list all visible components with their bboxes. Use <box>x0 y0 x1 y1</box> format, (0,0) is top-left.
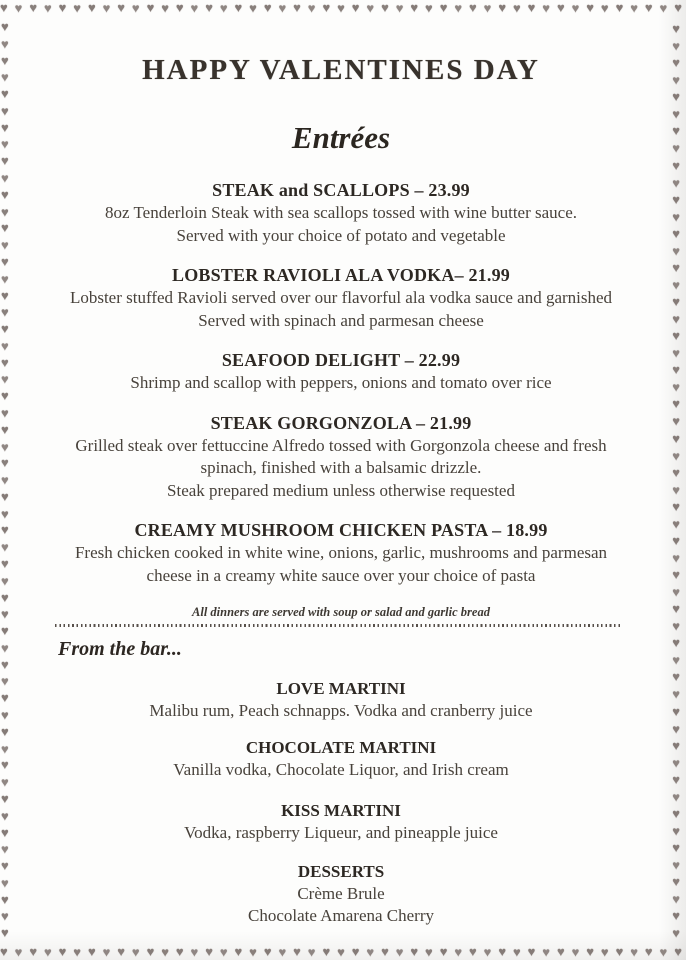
desserts-section <box>24 861 658 927</box>
menu-item-seafood-delight <box>24 349 658 395</box>
heart-icon: ♥ <box>1 220 9 236</box>
heart-icon: ♥ <box>1 808 9 824</box>
menu-item-title: LOBSTER RAVIOLI ALA VODKA– 21.99 <box>172 265 510 285</box>
menu-item-desc-line: cheese in a creamy white sauce over your choice of pasta <box>146 565 536 585</box>
heart-icon: ♥ <box>672 89 680 105</box>
heart-icon: ♥ <box>498 0 507 15</box>
heart-icon: ♥ <box>672 584 680 600</box>
heart-icon: ♥ <box>1 690 9 706</box>
heart-icon: ♥ <box>249 0 257 16</box>
heart-icon: ♥ <box>672 430 680 446</box>
heart-icon: ♥ <box>1 925 9 941</box>
dotted-divider <box>55 624 622 627</box>
heart-icon: ♥ <box>672 225 680 241</box>
heart-icon: ♥ <box>672 140 680 156</box>
heart-icon: ♥ <box>263 944 272 959</box>
heart-icon: ♥ <box>1 136 9 152</box>
heart-icon: ♥ <box>672 294 680 309</box>
heart-icon: ♥ <box>454 0 463 16</box>
menu-item-creamy-mushroom-chicken <box>24 519 658 587</box>
menu-item-desc-line: Served with spinach and parmesan cheese <box>198 310 484 330</box>
heart-icon: ♥ <box>672 311 680 327</box>
bar-item-title: KISS MARTINI <box>281 801 401 820</box>
heart-icon: ♥ <box>1 253 9 269</box>
heart-icon: ♥ <box>644 0 653 15</box>
heart-icon: ♥ <box>527 944 536 959</box>
heart-icon: ♥ <box>1 774 9 790</box>
heart-icon: ♥ <box>1 287 9 303</box>
heart-icon: ♥ <box>556 944 565 959</box>
heart-icon: ♥ <box>672 209 680 225</box>
menu-item-desc-line: Shrimp and scallop with peppers, onions and tomato over rice <box>130 373 552 392</box>
heart-icon: ♥ <box>672 157 680 173</box>
heart-icon: ♥ <box>381 944 389 959</box>
heart-icon: ♥ <box>586 0 594 15</box>
heart-icon: ♥ <box>672 755 680 771</box>
heart-icon: ♥ <box>1 388 9 404</box>
heart-icon: ♥ <box>117 944 125 959</box>
heart-icon: ♥ <box>161 944 169 960</box>
heart-icon: ♥ <box>102 944 111 960</box>
heart-icon: ♥ <box>1 673 9 689</box>
heart-icon: ♥ <box>672 721 680 737</box>
heart-icon: ♥ <box>672 805 680 821</box>
heart-icon: ♥ <box>351 0 360 15</box>
heart-icon: ♥ <box>454 944 463 960</box>
heart-icon: ♥ <box>395 944 404 960</box>
heart-icon: ♥ <box>29 944 38 959</box>
heart-icon: ♥ <box>1 841 9 857</box>
heart-icon: ♥ <box>351 944 360 959</box>
heart-icon: ♥ <box>672 669 680 685</box>
heart-icon: ♥ <box>219 0 228 16</box>
heart-icon: ♥ <box>571 0 580 16</box>
heart-icon: ♥ <box>1 52 9 68</box>
heart-icon: ♥ <box>234 944 243 959</box>
border-left-hearts <box>1 20 9 940</box>
heart-icon: ♥ <box>672 771 680 787</box>
heart-icon: ♥ <box>1 354 9 370</box>
heart-icon: ♥ <box>659 0 668 16</box>
heart-icon: ♥ <box>58 0 67 15</box>
heart-icon: ♥ <box>146 0 155 15</box>
heart-icon: ♥ <box>1 237 9 253</box>
heart-icon: ♥ <box>439 0 448 15</box>
heart-icon: ♥ <box>1 421 9 437</box>
heart-icon: ♥ <box>630 0 638 16</box>
heart-icon: ♥ <box>672 482 680 498</box>
heart-icon: ♥ <box>366 0 375 16</box>
heart-icon: ♥ <box>1 405 9 421</box>
heart-icon: ♥ <box>73 944 81 960</box>
bar-item-title: CHOCOLATE MARTINI <box>245 738 437 757</box>
heart-icon: ♥ <box>131 944 140 960</box>
heart-icon: ♥ <box>1 573 9 589</box>
menu-item-desc-line: Grilled steak over fettuccine Alfredo tossed with Gorgonzola cheese and fresh <box>75 435 607 455</box>
heart-icon: ♥ <box>672 396 680 412</box>
heart-icon: ♥ <box>1 455 9 471</box>
menu-item-desc-line: Steak prepared medium unless otherwise requested <box>167 480 515 500</box>
heart-icon: ♥ <box>672 703 680 719</box>
heart-icon: ♥ <box>483 0 492 16</box>
heart-icon: ♥ <box>293 944 301 959</box>
heart-icon: ♥ <box>1 506 9 522</box>
heart-icon: ♥ <box>542 944 550 960</box>
heart-icon: ♥ <box>1 741 9 757</box>
bar-item-title: LOVE MARTINI <box>276 679 406 698</box>
heart-icon: ♥ <box>483 944 492 960</box>
heart-icon: ♥ <box>672 106 680 122</box>
heart-icon: ♥ <box>1 875 9 891</box>
heart-icon: ♥ <box>498 944 507 959</box>
heart-icon: ♥ <box>1 707 9 723</box>
heart-icon: ♥ <box>672 38 680 54</box>
border-right-hearts <box>672 22 680 940</box>
heart-icon: ♥ <box>1 69 9 85</box>
heart-icon: ♥ <box>672 857 680 873</box>
heart-icon: ♥ <box>234 0 243 15</box>
heart-icon: ♥ <box>1 338 9 354</box>
heart-icon: ♥ <box>219 944 228 960</box>
heart-icon: ♥ <box>1 439 9 455</box>
heart-icon: ♥ <box>1 488 9 504</box>
heart-icon: ♥ <box>672 345 680 361</box>
border-bottom-hearts <box>0 945 682 958</box>
bar-section-title: From the bar... <box>58 638 182 660</box>
heart-icon: ♥ <box>1 86 9 102</box>
heart-icon: ♥ <box>87 944 96 959</box>
menu-item-desc-line: spinach, finished with a balsamic drizzle. <box>200 458 482 477</box>
bar-item-love-martini <box>24 678 658 722</box>
heart-icon: ♥ <box>512 944 521 960</box>
menu-item-title: CREAMY MUSHROOM CHICKEN PASTA – 18.99 <box>134 520 548 540</box>
heart-icon: ♥ <box>58 944 67 959</box>
heart-icon: ♥ <box>175 944 184 959</box>
heart-icon: ♥ <box>600 944 609 960</box>
heart-icon: ♥ <box>410 0 419 15</box>
heart-icon: ♥ <box>1 153 9 169</box>
heart-icon: ♥ <box>190 944 199 960</box>
heart-icon: ♥ <box>73 0 81 16</box>
heart-icon: ♥ <box>439 944 448 959</box>
heart-icon: ♥ <box>1 304 9 320</box>
menu-item-desc-line: Lobster stuffed Ravioli served over our flavorful ala vodka sauce and garnished <box>69 288 613 307</box>
dessert-item: Crème Brule <box>297 884 385 903</box>
menu-item-lobster-ravioli <box>24 264 658 332</box>
heart-icon: ♥ <box>672 362 680 378</box>
heart-icon: ♥ <box>1 908 9 924</box>
heart-icon: ♥ <box>249 944 257 960</box>
heart-icon: ♥ <box>1 623 9 639</box>
heart-icon: ♥ <box>293 0 301 15</box>
entrees-section-title: Entrées <box>291 120 391 155</box>
heart-icon: ♥ <box>43 944 52 960</box>
heart-icon: ♥ <box>425 0 433 16</box>
heart-icon: ♥ <box>672 737 680 753</box>
heart-icon: ♥ <box>630 944 638 960</box>
menu-item-desc-line: Served with your choice of potato and vegetable <box>176 225 506 245</box>
heart-icon: ♥ <box>0 0 8 15</box>
bar-item-desc: Vodka, raspberry Liqueur, and pineapple juice <box>184 823 498 842</box>
heart-icon: ♥ <box>307 0 316 16</box>
heart-icon: ♥ <box>278 944 287 960</box>
heart-icon: ♥ <box>672 532 680 548</box>
heart-icon: ♥ <box>672 448 680 464</box>
heart-icon: ♥ <box>337 0 345 16</box>
heart-icon: ♥ <box>366 944 375 960</box>
heart-icon: ♥ <box>395 0 404 16</box>
heart-icon: ♥ <box>205 0 213 15</box>
bar-item-desc: Malibu rum, Peach schnapps. Vodka and cranberry juice <box>149 701 533 720</box>
heart-icon: ♥ <box>1 606 9 622</box>
heart-icon: ♥ <box>43 0 52 16</box>
heart-icon: ♥ <box>205 944 213 959</box>
heart-icon: ♥ <box>672 516 680 532</box>
heart-icon: ♥ <box>14 0 23 16</box>
desserts-section-title: DESSERTS <box>297 862 385 881</box>
heart-icon: ♥ <box>1 119 9 135</box>
heart-icon: ♥ <box>1 723 9 739</box>
heart-icon: ♥ <box>512 0 521 16</box>
heart-icon: ♥ <box>672 175 680 191</box>
heart-icon: ♥ <box>672 823 680 839</box>
heart-icon: ♥ <box>672 908 680 924</box>
menu-item-title: STEAK and SCALLOPS – 23.99 <box>212 180 470 200</box>
heart-icon: ♥ <box>1 371 9 387</box>
heart-icon: ♥ <box>600 0 609 16</box>
heart-icon: ♥ <box>672 191 680 207</box>
heart-icon: ♥ <box>672 925 680 941</box>
menu-item-title: STEAK GORGONZOLA – 21.99 <box>210 412 472 433</box>
heart-icon: ♥ <box>1 170 9 186</box>
heart-icon: ♥ <box>1 891 9 907</box>
heart-icon: ♥ <box>672 550 680 566</box>
heart-icon: ♥ <box>425 944 433 960</box>
page-title: HAPPY VALENTINES DAY <box>142 54 540 86</box>
menu-item-desc-line: 8oz Tenderloin Steak with sea scallops tossed with wine butter sauce. <box>104 203 578 222</box>
heart-icon: ♥ <box>659 944 668 960</box>
heart-icon: ♥ <box>672 21 680 36</box>
heart-icon: ♥ <box>1 19 9 34</box>
heart-icon: ♥ <box>672 243 680 259</box>
heart-icon: ♥ <box>672 72 680 88</box>
heart-icon: ♥ <box>29 0 38 15</box>
heart-icon: ♥ <box>410 944 419 959</box>
heart-icon: ♥ <box>672 840 680 855</box>
heart-icon: ♥ <box>161 0 169 16</box>
heart-icon: ♥ <box>542 0 550 16</box>
heart-icon: ♥ <box>1 522 9 538</box>
heart-icon: ♥ <box>644 944 653 959</box>
heart-icon: ♥ <box>1 186 9 202</box>
bar-item-chocolate-martini <box>24 737 658 781</box>
heart-icon: ♥ <box>672 618 680 634</box>
heart-icon: ♥ <box>672 328 680 344</box>
heart-icon: ♥ <box>674 0 682 15</box>
heart-icon: ♥ <box>1 656 9 672</box>
bar-item-kiss-martini <box>24 800 658 844</box>
heart-icon: ♥ <box>672 55 680 71</box>
heart-icon: ♥ <box>615 0 624 15</box>
heart-icon: ♥ <box>1 204 9 220</box>
heart-icon: ♥ <box>381 0 389 15</box>
heart-icon: ♥ <box>190 0 199 16</box>
heart-icon: ♥ <box>87 0 96 15</box>
heart-icon: ♥ <box>469 0 477 15</box>
heart-icon: ♥ <box>672 259 680 275</box>
heart-icon: ♥ <box>672 789 680 805</box>
heart-icon: ♥ <box>1 472 9 488</box>
menu-item-desc-line: Fresh chicken cooked in white wine, onions, garlic, mushrooms and parmesan <box>74 543 608 562</box>
heart-icon: ♥ <box>322 944 331 959</box>
heart-icon: ♥ <box>672 277 680 293</box>
heart-icon: ♥ <box>1 539 9 555</box>
heart-icon: ♥ <box>146 944 155 959</box>
heart-icon: ♥ <box>672 874 680 890</box>
heart-icon: ♥ <box>672 567 680 582</box>
heart-icon: ♥ <box>672 464 680 480</box>
heart-icon: ♥ <box>672 635 680 651</box>
dessert-item: Chocolate Amarena Cherry <box>248 906 434 925</box>
heart-icon: ♥ <box>1 556 9 571</box>
heart-icon: ♥ <box>527 0 536 15</box>
heart-icon: ♥ <box>14 944 23 960</box>
heart-icon: ♥ <box>131 0 140 16</box>
heart-icon: ♥ <box>1 271 9 287</box>
heart-icon: ♥ <box>586 944 594 959</box>
heart-icon: ♥ <box>1 321 9 337</box>
heart-icon: ♥ <box>672 123 680 139</box>
heart-icon: ♥ <box>1 103 9 119</box>
bar-item-desc: Vanilla vodka, Chocolate Liquor, and Irish cream <box>173 760 509 779</box>
menu-item-steak-gorgonzola <box>24 412 658 503</box>
heart-icon: ♥ <box>672 686 680 702</box>
heart-icon: ♥ <box>1 36 9 52</box>
heart-icon: ♥ <box>1 790 9 806</box>
menu-item-steak-scallops <box>24 179 658 247</box>
menu-content <box>24 0 658 927</box>
heart-icon: ♥ <box>1 858 9 874</box>
heart-icon: ♥ <box>307 944 316 960</box>
heart-icon: ♥ <box>1 824 9 840</box>
heart-icon: ♥ <box>615 944 624 959</box>
heart-icon: ♥ <box>322 0 331 15</box>
heart-icon: ♥ <box>672 652 680 668</box>
heart-icon: ♥ <box>672 498 680 514</box>
menu-item-title: SEAFOOD DELIGHT – 22.99 <box>221 350 461 370</box>
heart-icon: ♥ <box>175 0 184 15</box>
heart-icon: ♥ <box>1 757 9 773</box>
heart-icon: ♥ <box>672 601 680 617</box>
heart-icon: ♥ <box>469 944 477 959</box>
heart-icon: ♥ <box>278 0 287 16</box>
dinner-note: All dinners are served with soup or salad and garlic bread <box>192 605 490 619</box>
heart-icon: ♥ <box>672 379 680 395</box>
heart-icon: ♥ <box>1 589 9 605</box>
heart-icon: ♥ <box>337 944 345 960</box>
heart-icon: ♥ <box>1 640 9 656</box>
heart-icon: ♥ <box>102 0 111 16</box>
heart-icon: ♥ <box>556 0 565 15</box>
heart-icon: ♥ <box>674 944 682 959</box>
heart-icon: ♥ <box>571 944 580 960</box>
heart-icon: ♥ <box>117 0 125 15</box>
heart-icon: ♥ <box>672 413 680 429</box>
heart-icon: ♥ <box>263 0 272 15</box>
heart-icon: ♥ <box>672 891 680 907</box>
heart-icon: ♥ <box>0 944 8 959</box>
